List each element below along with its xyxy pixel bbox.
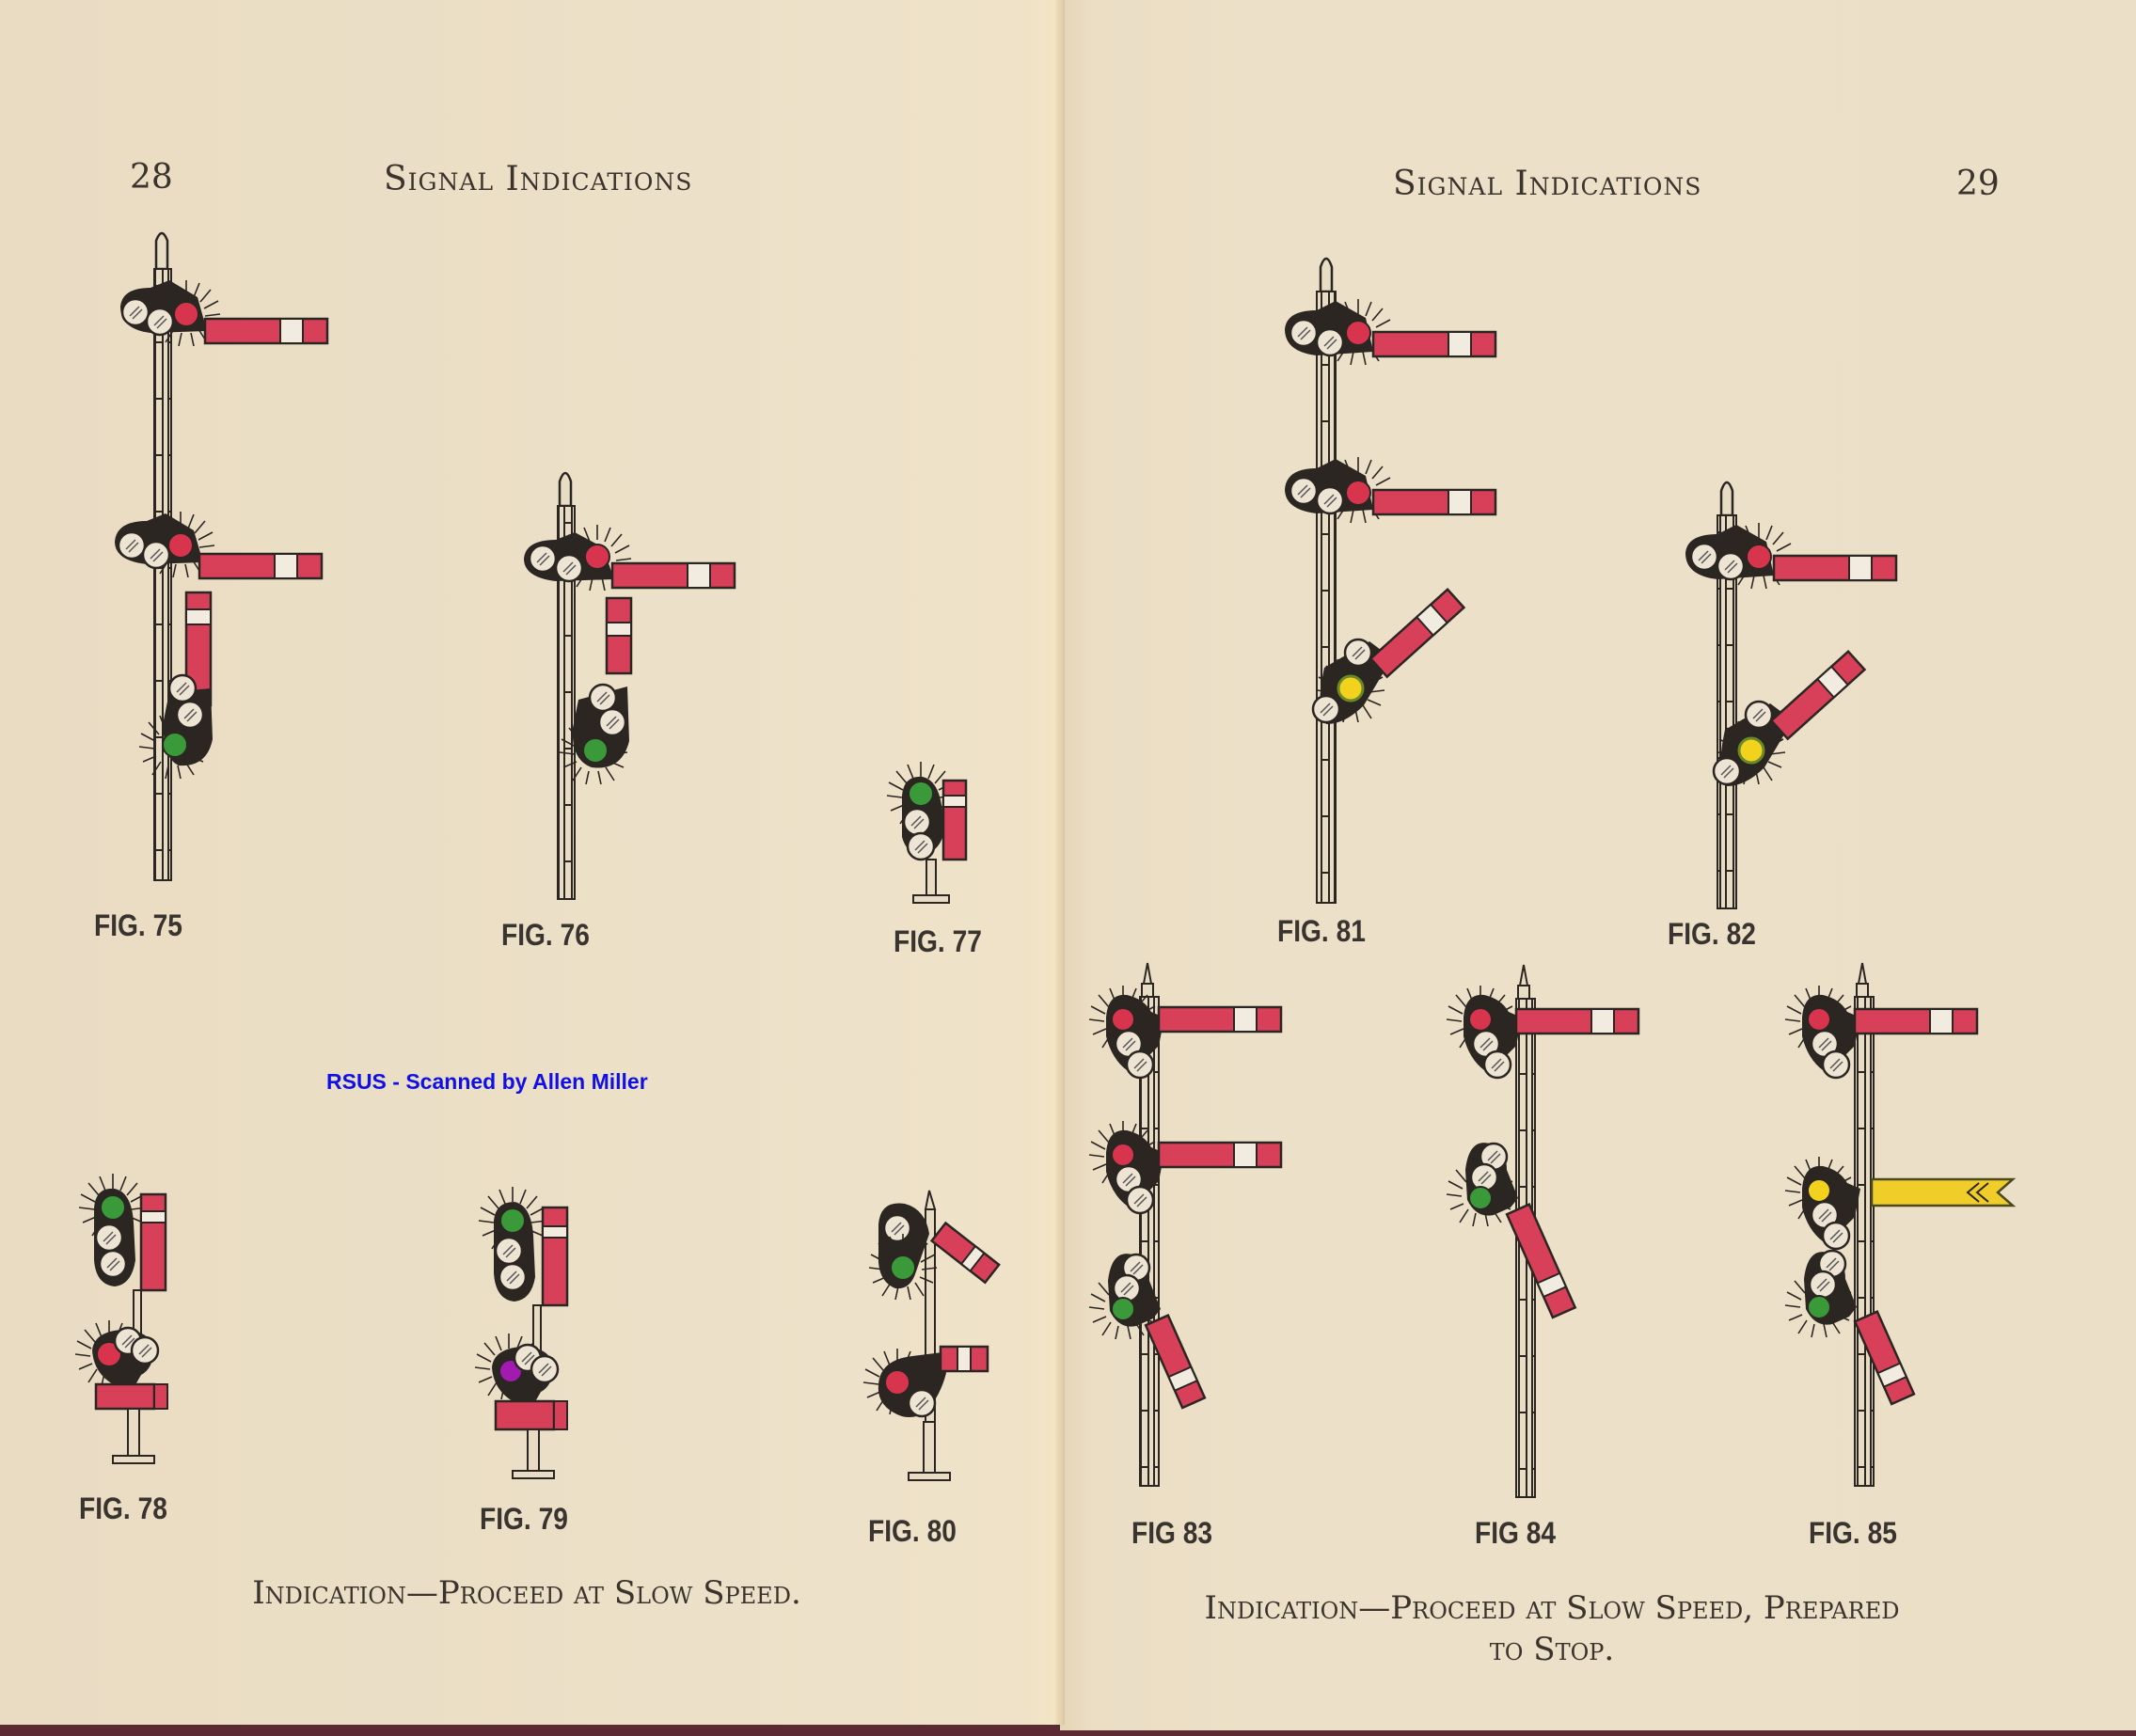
figure-label-83: FIG 83 xyxy=(1131,1516,1213,1550)
caption-right-line-1: Indication—Proceed at Slow Speed, Prepared xyxy=(1204,1589,1900,1627)
figure-label-75: FIG. 75 xyxy=(94,908,182,942)
signal-figure-85 xyxy=(1776,961,2020,1497)
signal-figure-81 xyxy=(1279,254,1505,912)
figure-label-81: FIG. 81 xyxy=(1277,914,1366,948)
figure-label-80: FIG. 80 xyxy=(868,1514,957,1548)
signal-figure-80 xyxy=(856,1187,1006,1497)
caption-left: Indication—Proceed at Slow Speed. xyxy=(252,1574,801,1612)
caption-right-line-2: to Stop. xyxy=(1489,1631,1615,1668)
page-number-left: 28 xyxy=(130,158,173,197)
signal-figure-75 xyxy=(113,231,329,890)
signal-figure-76 xyxy=(522,468,738,901)
running-head-left: Signal Indications xyxy=(384,160,693,198)
caption-right xyxy=(1110,1587,1994,1670)
signal-figure-82 xyxy=(1684,478,1909,910)
signal-figure-77 xyxy=(879,767,992,908)
signal-figure-79 xyxy=(475,1183,607,1484)
signal-figure-78 xyxy=(75,1166,207,1486)
figure-label-78: FIG. 78 xyxy=(79,1491,167,1525)
book-gutter xyxy=(1055,0,1065,1725)
scan-watermark: RSUS - Scanned by Allen Miller xyxy=(326,1069,648,1094)
signal-figure-84 xyxy=(1437,963,1682,1499)
figure-label-79: FIG. 79 xyxy=(480,1502,568,1536)
signal-figure-83 xyxy=(1099,961,1343,1497)
figure-label-85: FIG. 85 xyxy=(1809,1516,1897,1550)
figure-label-84: FIG 84 xyxy=(1475,1516,1557,1550)
running-head-right: Signal Indications xyxy=(1393,165,1702,203)
figure-label-82: FIG. 82 xyxy=(1668,917,1756,951)
page-number-right: 29 xyxy=(1956,165,2000,203)
figure-label-76: FIG. 76 xyxy=(501,918,590,952)
figure-label-77: FIG. 77 xyxy=(894,924,982,958)
